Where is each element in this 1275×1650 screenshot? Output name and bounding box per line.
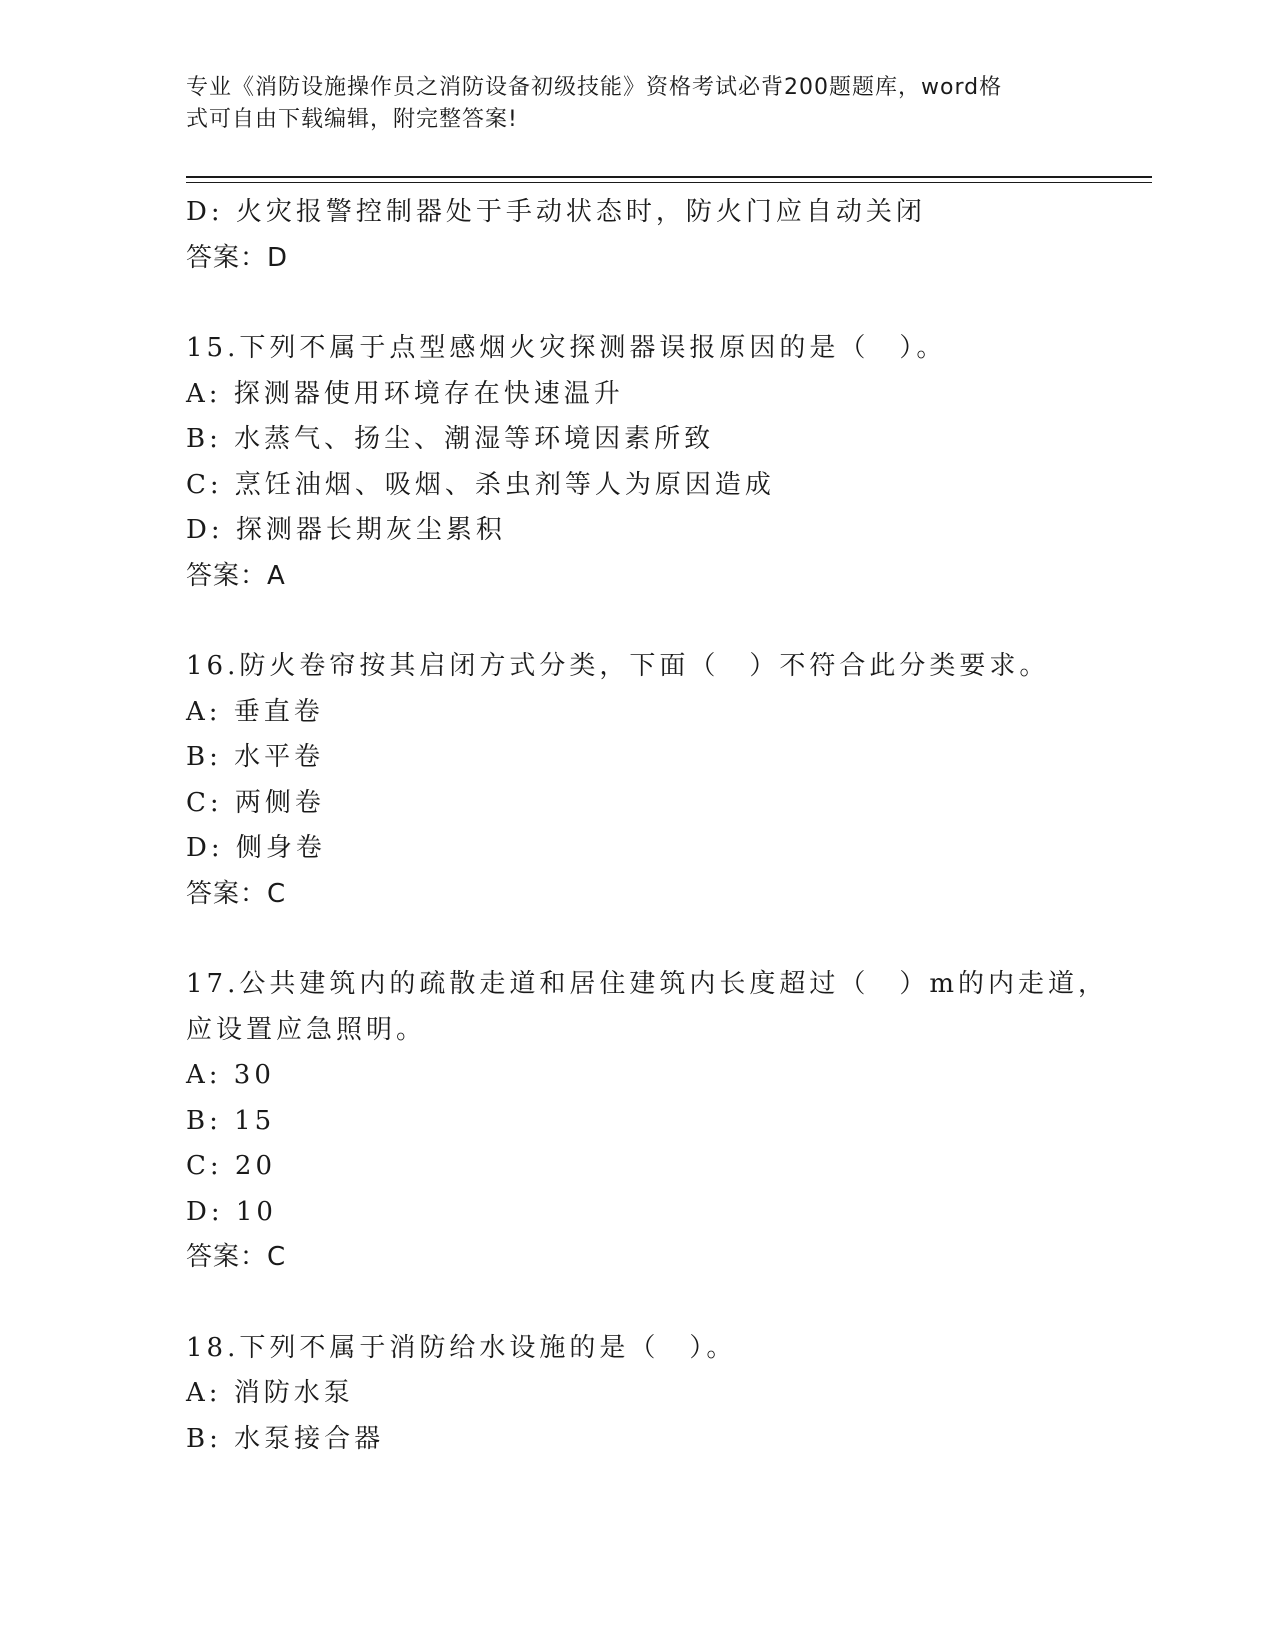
option-b: B: 水平卷 [186,742,325,772]
answer-line: 答案：C [186,878,287,909]
option-b: B: 水泵接合器 [186,1423,385,1454]
option-a: A: 30 [186,1060,275,1090]
document-body [186,190,1109,1462]
answer-line: 答案：A [186,560,286,591]
option-c: C: 两侧卷 [186,787,325,818]
header-divider-thick [186,176,1152,178]
option-d: D: 火灾报警控制器处于手动状态时，防火门应自动关闭 [186,197,926,227]
question-stem-line-1: 17.公共建筑内的疏散走道和居住建筑内长度超过（ ）m的内走道， [186,969,1109,999]
question-stem: 18.下列不属于消防给水设施的是（ ）。 [186,1332,737,1363]
question-16 [186,644,1086,917]
spacer [186,1281,1086,1326]
header-line-1: 专业《消防设施操作员之消防设备初级技能》资格考试必背200题题库，word格 [186,75,1003,100]
question-17 [186,962,1109,1281]
option-b: B: 15 [186,1105,276,1136]
question-stem: 16.防火卷帘按其启闭方式分类，下面（ ）不符合此分类要求。 [186,651,1050,681]
option-d: D: 侧身卷 [186,833,326,863]
header-line-2: 式可自由下载编辑，附完整答案! [186,107,518,132]
option-a: A: 探测器使用环境存在快速温升 [186,378,624,409]
header-divider-thin [186,182,1152,183]
option-a: A: 消防水泵 [186,1378,354,1408]
question-15 [186,326,1086,599]
question-stem: 15.下列不属于点型感烟火灾探测器误报原因的是（ ）。 [186,333,947,363]
option-d: D: 10 [186,1196,277,1227]
option-d: D: 探测器长期灰尘累积 [186,515,506,545]
answer-line: 答案：D [186,242,289,273]
spacer [186,281,1086,326]
question-stem-line-2: 应设置应急照明。 [186,1014,427,1045]
spacer [186,599,1086,644]
option-c: C: 烹饪油烟、吸烟、杀虫剂等人为原因造成 [186,469,775,500]
spacer [186,917,1086,962]
option-b: B: 水蒸气、扬尘、潮湿等环境因素所致 [186,424,715,454]
document-header [186,72,1086,136]
option-a: A: 垂直卷 [186,696,324,727]
question-18 [186,1326,1086,1463]
question-14-tail [186,190,1086,281]
answer-line: 答案：C [186,1242,287,1272]
option-c: C: 20 [186,1151,277,1181]
